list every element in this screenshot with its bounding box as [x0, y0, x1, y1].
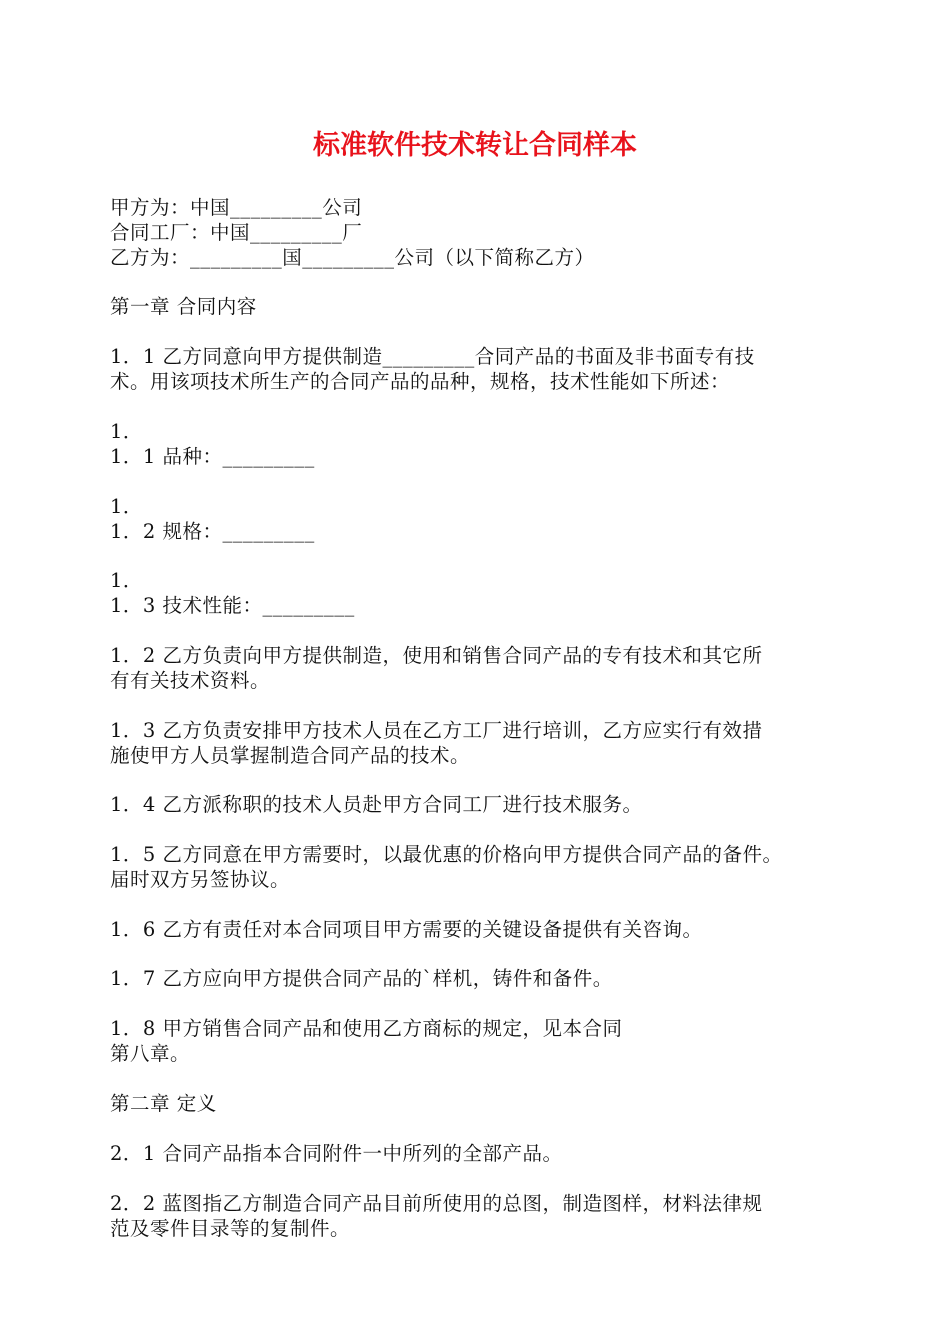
party-b-line: 乙方为：_________国_________公司（以下简称乙方） — [110, 246, 595, 269]
clause-1-2-line-2: 有有关技术资料。 — [110, 669, 271, 692]
clause-1-8-line-1: 1．8 甲方销售合同产品和使用乙方商标的规定，见本合同 — [110, 1017, 623, 1040]
clause-1-6: 1．6 乙方有责任对本合同项目甲方需要的关键设备提供有关咨询。 — [110, 918, 703, 941]
clause-number-line: 1． — [110, 420, 143, 443]
clause-spec-line: 1．2 规格：_________ — [110, 520, 315, 543]
clause-1-3-line-2: 施使甲方人员掌握制造合同产品的技术。 — [110, 744, 471, 767]
chapter-1-heading: 第一章 合同内容 — [110, 295, 257, 318]
chapter-2-heading: 第二章 定义 — [110, 1092, 217, 1115]
clause-number-line: 1． — [110, 495, 143, 518]
clause-1-3-line-1: 1．3 乙方负责安排甲方技术人员在乙方工厂进行培训，乙方应实行有效措 — [110, 719, 763, 742]
clause-1-7: 1．7 乙方应向甲方提供合同产品的`样机，铸件和备件。 — [110, 967, 613, 990]
clause-2-2-line-1: 2．2 蓝图指乙方制造合同产品目前所使用的总图，制造图样，材料法律规 — [110, 1192, 763, 1215]
contract-factory-line: 合同工厂：中国_________厂 — [110, 221, 363, 244]
clause-1-2-line-1: 1．2 乙方负责向甲方提供制造，使用和销售合同产品的专有技术和其它所 — [110, 644, 763, 667]
clause-1-1-line-2: 术。用该项技术所生产的合同产品的品种，规格，技术性能如下所述： — [110, 370, 731, 393]
document-title: 标准软件技术转让合同样本 — [313, 130, 637, 161]
clause-variety-line: 1．1 品种：_________ — [110, 445, 315, 468]
clause-number-line: 1． — [110, 569, 143, 592]
party-a-line: 甲方为：中国_________公司 — [110, 196, 363, 219]
clause-1-5-line-2: 届时双方另签协议。 — [110, 868, 291, 891]
clause-1-4: 1．4 乙方派称职的技术人员赴甲方合同工厂进行技术服务。 — [110, 793, 643, 816]
clause-2-1: 2．1 合同产品指本合同附件一中所列的全部产品。 — [110, 1142, 563, 1165]
clause-1-5-line-1: 1．5 乙方同意在甲方需要时，以最优惠的价格向甲方提供合同产品的备件。 — [110, 843, 783, 866]
clause-performance-line: 1．3 技术性能：_________ — [110, 594, 355, 617]
clause-1-8-line-2: 第八章。 — [110, 1042, 191, 1065]
clause-1-1-line-1: 1．1 乙方同意向甲方提供制造_________合同产品的书面及非书面专有技 — [110, 345, 755, 368]
clause-2-2-line-2: 范及零件目录等的复制件。 — [110, 1217, 351, 1240]
